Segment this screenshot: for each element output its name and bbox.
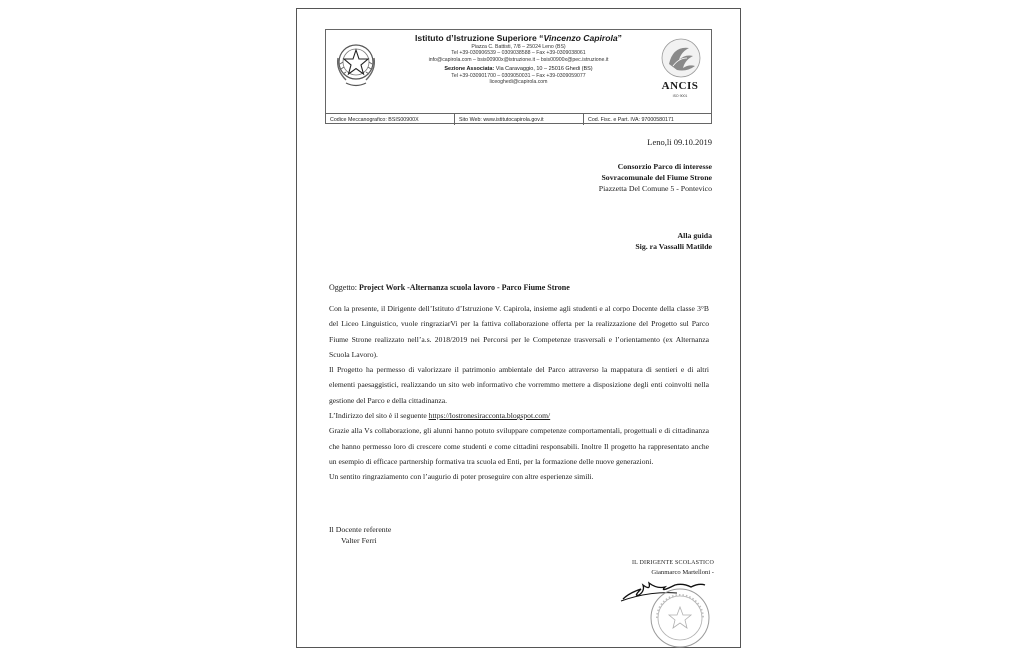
guide-line-2: Sig. ra Vassalli Matilde xyxy=(635,242,712,251)
italian-republic-emblem-icon xyxy=(332,38,380,90)
associated-section: Sezione Associata: Via Caravaggio, 10 – 25016 Ghedi (BS) xyxy=(444,65,593,72)
website: Sito Web: www.istitutocapirola.gov.it xyxy=(455,114,584,125)
guide-block xyxy=(635,230,712,252)
institute-address: Piazza C. Battisti, 7/8 – 25024 Leno (BS) xyxy=(471,44,566,50)
section-email: liceoghedi@capirola.com xyxy=(489,79,548,86)
letterhead xyxy=(325,29,712,124)
letter-page xyxy=(296,8,741,648)
institute-title: Istituto d’Istruzione Superiore “Vincenzo Capirola” xyxy=(415,33,622,43)
recipient-line-3: Piazzetta Del Comune 5 - Pontevico xyxy=(598,184,712,193)
letterhead-center xyxy=(386,33,651,85)
iso-label: ISO 9001 xyxy=(672,94,688,98)
ancis-label: ANCIS xyxy=(661,80,699,92)
principal-name: Gianmarco Martelloni - xyxy=(651,569,714,576)
website-link[interactable]: https://lostronesiracconta.blogspot.com/ xyxy=(428,411,551,421)
body-paragraph: Il Progetto ha permesso di valorizzare il patrimonio ambientale del Parco attraverso la mappatura di sentieri e di altri elementi paesaggistici, realizzando un sito web informativo che vorremmo mettere a disposizione degli enti coinvolti nella gestione del Parco e della cittadinanza. xyxy=(329,365,709,405)
teacher-role: Il Docente referente xyxy=(329,525,392,534)
tax-code: Cod. Fisc. e Part. IVA: 97000580171 xyxy=(588,116,674,123)
teacher-name: Valter Ferri xyxy=(341,536,377,545)
institute-phone: Tel +39-030906539 – 0309038588 – Fax +39-0309038061 xyxy=(451,50,586,57)
subject-line: Oggetto: Project Work -Alternanza scuola lavoro - Parco Fiume Strone xyxy=(329,283,570,292)
letter-date: Leno,li 09.10.2019 xyxy=(647,137,712,147)
body-paragraph: Un sentito ringraziamento con l’augurio di poter proseguire con altre esperienze simili. xyxy=(329,472,594,482)
body-paragraph: Con la presente, il Dirigente dell’Istituto d’Istruzione V. Capirola, insieme agli studenti e al corpo Docente della classe 3°B del Liceo Linguistico, vuole ringraziarVi per la fattiva collaborazione offerta per la realizzazione del Progetto sul Parco Fiume Strone realizzato nell’a.s. 2018/2019 nei Percorsi per le Competenze trasversali e l’orientamento (ex Alternanza Scuola Lavoro). xyxy=(329,304,709,359)
institute-emails: info@capirola.com – bsis00900x@istruzione.it – bsis00900x@pec.istruzione.it xyxy=(428,56,609,63)
letter-body xyxy=(329,301,709,485)
recipient-line-1: Consorzio Parco di interesse xyxy=(617,162,712,171)
guide-line-1: Alla guida xyxy=(677,231,712,240)
ancis-logo-icon xyxy=(659,36,703,80)
section-phone: Tel +39-030901700 – 0309050031 – Fax +39-0309059077 xyxy=(451,72,586,79)
teacher-block xyxy=(329,524,391,546)
mechanographic-code: Codice Meccanografico: BSIS00900X xyxy=(326,114,455,125)
school-stamp-icon xyxy=(649,587,711,649)
body-paragraph: L’Indirizzo del sito è il seguente https://lostronesiracconta.blogspot.com/ xyxy=(329,411,551,421)
letterhead-footer xyxy=(326,113,711,125)
principal-role: IL DIRIGENTE SCOLASTICO xyxy=(631,560,714,566)
body-paragraph: Grazie alla Vs collaborazione, gli alunni hanno potuto sviluppare competenze comportamentali, progettuali e di cittadinanza che hanno permesso loro di crescere come studenti e come cittadini responsabili. Inoltre Il progetto ha rappresentato anche un esempio di efficace partnership formativa tra scuola ed Enti, per la formazione delle nuove generazioni. xyxy=(329,426,709,466)
recipient-line-2: Sovracomunale del Fiume Strone xyxy=(601,173,712,182)
recipient-block xyxy=(599,161,712,194)
